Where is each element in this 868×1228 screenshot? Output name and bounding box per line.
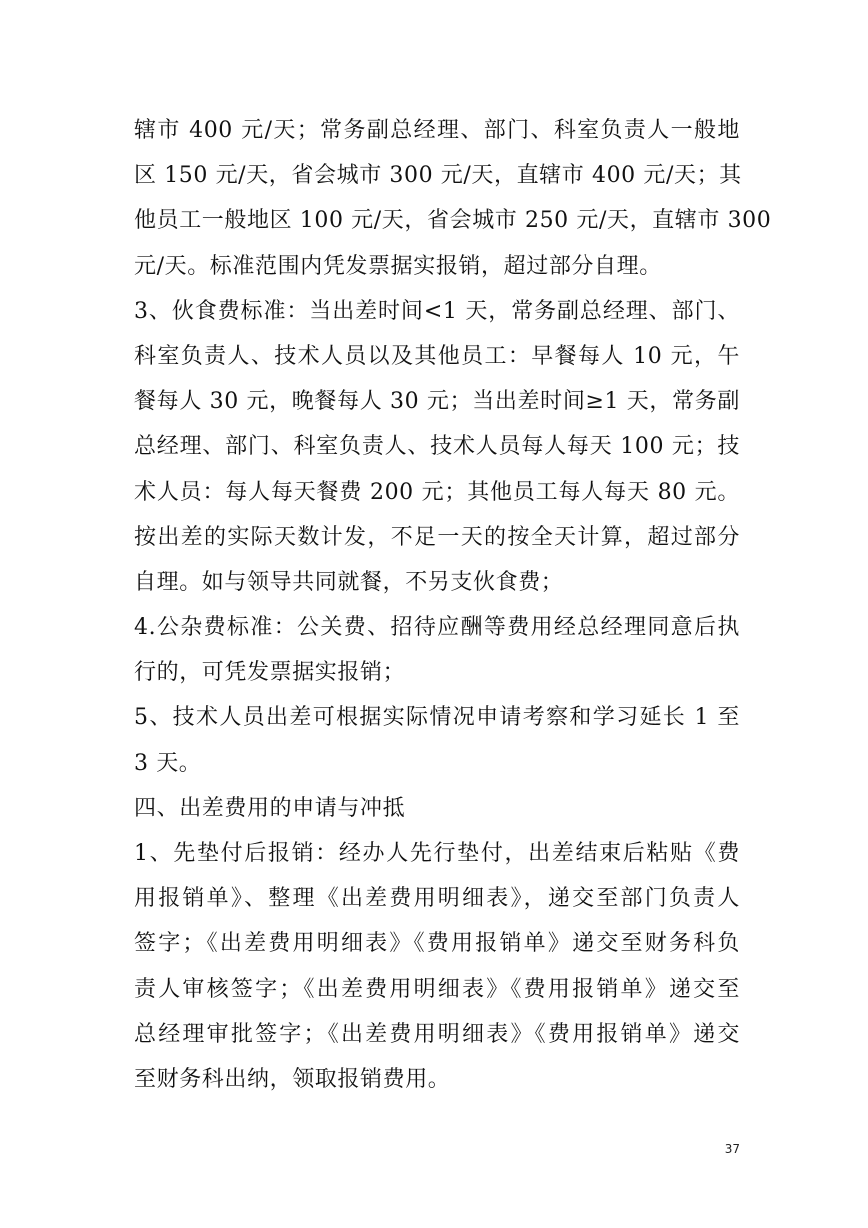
text-line: 行的，可凭发票据实报销； xyxy=(134,660,406,686)
text-line: 辖市 400 元/天；常务副总经理、部门、科室负责人一般地 xyxy=(134,118,740,143)
text-line: 4.公杂费标准：公关费、招待应酬等费用经总经理同意后执 xyxy=(134,615,740,641)
text-line: 术人员：每人每天餐费 200 元；其他员工每人每天 80 元。 xyxy=(134,479,740,505)
text-line: 总经理审批签字；《出差费用明细表》《费用报销单》递交 xyxy=(134,1021,740,1047)
text-line: 用报销单》、整理《出差费用明细表》，递交至部门负责人 xyxy=(134,886,740,912)
text-line: 1、先垫付后报销：经办人先行垫付，出差结束后粘贴《费 xyxy=(134,841,740,866)
text-line: 餐每人 30 元，晚餐每人 30 元；当出差时间≥1 天，常务副 xyxy=(134,389,740,415)
text-line: 科室负责人、技术人员以及其他员工：早餐每人 10 元，午 xyxy=(134,343,740,369)
page-number: 37 xyxy=(724,1142,740,1156)
text-line: 按出差的实际天数计发，不足一天的按全天计算，超过部分 xyxy=(134,524,740,550)
text-line: 他员工一般地区 100 元/天，省会城市 250 元/天，直辖市 300 xyxy=(134,208,772,234)
text-line: 3 天。 xyxy=(134,750,202,776)
text-line: 签字；《出差费用明细表》《费用报销单》递交至财务科负 xyxy=(134,931,740,957)
body-text xyxy=(134,108,772,1102)
text-line: 元/天。标准范围内凭发票据实报销，超过部分自理。 xyxy=(134,253,662,279)
text-line: 区 150 元/天，省会城市 300 元/天，直辖市 400 元/天；其 xyxy=(134,163,742,189)
text-line: 自理。如与领导共同就餐，不另支伙食费； xyxy=(134,569,564,595)
text-line: 5、技术人员出差可根据实际情况申请考察和学习延长 1 至 xyxy=(134,705,740,731)
text-line: 至财务科出纳，领取报销费用。 xyxy=(134,1066,451,1092)
text-line: 总经理、部门、科室负责人、技术人员每人每天 100 元；技 xyxy=(134,434,740,460)
text-line: 责人审核签字；《出差费用明细表》《费用报销单》递交至 xyxy=(134,976,740,1002)
text-line: 3、伙食费标准：当出差时间<1 天，常务副总经理、部门、 xyxy=(134,298,740,324)
section-heading: 四、出差费用的申请与冲抵 xyxy=(134,795,406,821)
